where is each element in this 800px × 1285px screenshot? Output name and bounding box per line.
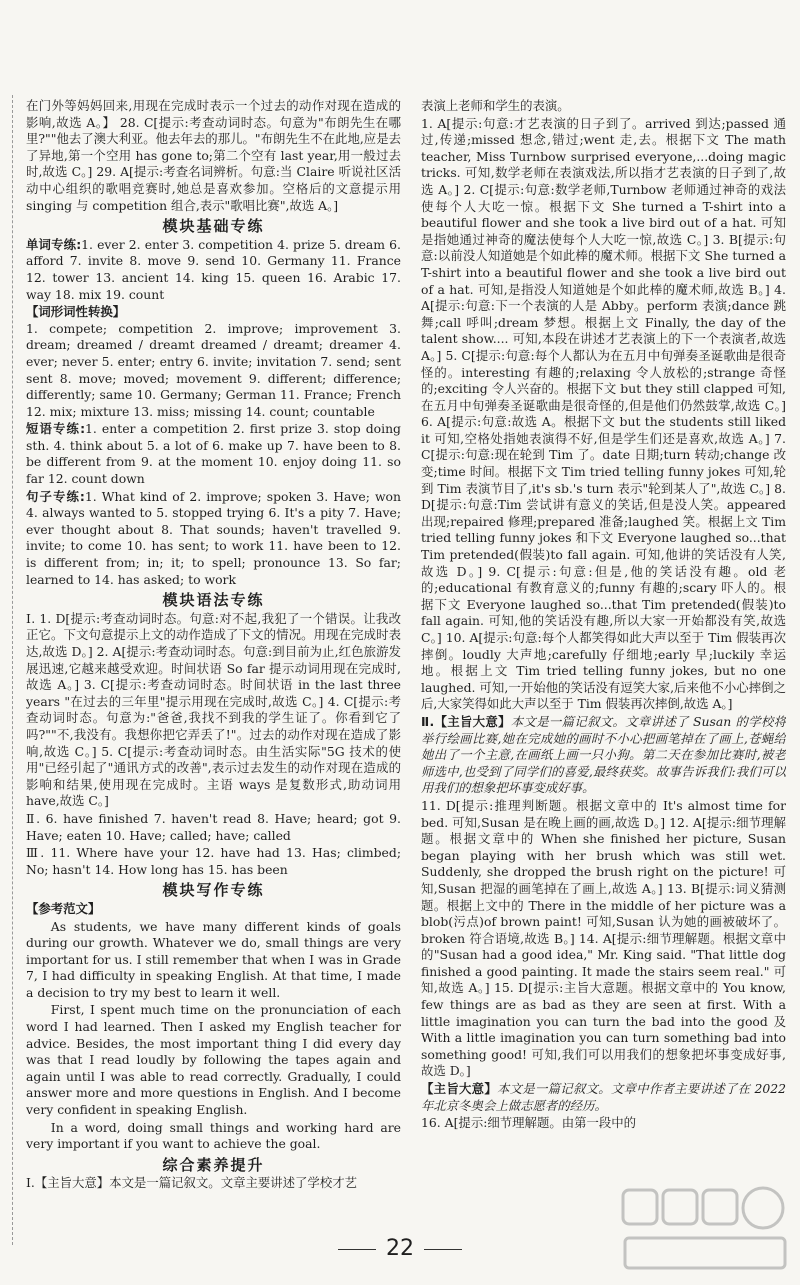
binding-margin (0, 95, 13, 1245)
left-column (26, 98, 401, 1228)
phrase-label: 短语专练: (26, 421, 86, 437)
grammar-part-1: Ⅰ. 1. D[提示:考查动词时态。句意:对不起,我犯了一个错误。让我改正它。下文句意提示上文的动作造成了下文的情况。用现在完成时表达,故选 D。] 2. A[提示:考查动词时态。句意:到目前为止,红色旅游发展迅速,它越来越受欢迎。时间状语 So far 提示动词用现在完成时,故选 A。] 3. C[提示:考查动词时态。时间状语 in the last three years "在过去的三年里"提示用现在完成时,故选 C。] 4. C[提示:考查动词时态。句意为:"爸爸,我找不到我的学生证了。你看到它了吗?""不,我没有。我想你把它弄丢了!"。过去的动作对现在造成了影响,故选 C。] 5. C[提示:考查动词时态。由生活实际"5G 技术的使用"已经引起了"通讯方式的改善",表示过去发生的动作对现在造成的影响和结果,使用现在完成时。主语 ways 是复数形式,助动词用 have,故选 C。] (26, 610, 401, 809)
reading-part-1-answers: 1. A[提示:句意:才艺表演的日子到了。arrived 到达;passed 通过,传递;missed 想念,错过;went 走,去。根据下文 The math teacher, Miss Turnbow surprised everyone,...doing magic tricks. 可知,数学老师在表演戏法,所以指才艺表演的日子到了,故选 A。] 2. C[提示:句意:数学老师,Turnbow 老师通过神奇的戏法使每个人大吃一惊。根据下文 She turned a T-shirt into a beautiful flower and she took a live bird out of a hat. 可知是指她通过神奇的魔法使每个人大吃一惊,故选 C。] 3. B[提示:句意:以前没人知道她是个如此棒的魔术师。根据下文 She turned a T-shirt into a beautiful flower and she took a live bird out of a hat. 可知,是指没人知道她是个如此棒的魔术师,故选 B。] 4. A[提示:句意:下一个表演的人是 Abby。perform 表演;dance 跳舞;call 呼叫;dream 梦想。根据上文 Finally, the day of the talent show.... 可知,本段在讲述才艺表演上的下一个表演者,故选 A。] 5. C[提示:句意:每个人都认为在五月中旬弹奏圣诞歌曲是很奇怪的。interesting 有趣的;relaxing 令人放松的;strange 奇怪的;exciting 令人兴奋的。根据下文 but they still clapped 可知,在五月中旬弹奏圣诞歌曲是很奇怪的,但是他们仍然鼓掌,故选 C。] 6. A[提示:句意:故选 A。根据下文 but the students still liked it 可知,空格处指她表演得不好,但是学生们还是喜欢,故选 A。] 7. C[提示:句意:现在轮到 Tim 了。date 日期;turn 转动;change 改变;time 时间。根据下文 Tim tried telling funny jokes 可知,轮到 Tim 表演节目了,it's sb.'s turn 表示"轮到某人了",故选 C。] 8. D[提示:句意:Tim 尝试讲有意义的笑话,但是没人笑。appeared 出现;repaired 修理;prepared 准备;laughed 笑。根据上文 Tim tried telling funny jokes 和下文 Everyone laughed so...that Tim pretended(假装)to fall again. 可知,他讲的笑话没有人笑,故选 D。] 9. C[提示:句意:但是,他的笑话没有趣。old 老的;educational 有教育意义的;funny 有趣的;scary 吓人的。根据下文 Everyone laughed so...that Tim pretended(假装)to fall again. 可知,他的笑话没有趣,所以大家一开始都没有笑,故选 C。] 10. A[提示:句意:每个人都笑得如此大声以至于 Tim 假装再次摔倒。loudly 大声地;carefully 仔细地;early 早;luckily 幸运地。根据上文 Tim tried telling funny jokes, but no one laughed. 可知,一开始他的笑话没有逗笑大家,后来他不小心摔倒之后,大家笑得如此大声以至于 Tim 假装再次摔倒,故选 A。] (421, 115, 786, 712)
wordform-answers: 1. compete; competition 2. improve; improvement 3. dream; dreamed / dreamt dreamed / dreamt; dreamer 4. ever; never 5. enter; entry 6. invite; invitation 7. send; sent sent 8. move; moved; movement 9. different; difference; differently; same 10. Germany; German 11. France; French 12. mix; mixture 13. miss; missing 14. count; countable (26, 320, 401, 419)
grammar-part-2: Ⅱ. 6. have finished 7. haven't read 8. Have; heard; got 9. Have; eaten 10. Have; called; have; called (26, 810, 401, 843)
watermark-stamp-icon (617, 1182, 792, 1277)
part-2-label: Ⅱ.【主旨大意】 (421, 713, 511, 729)
page-number-rule-right (424, 1249, 462, 1250)
grammar-part-3: Ⅲ. 11. Where have your 12. have had 13. Has; climbed; No; hasn't 14. How long has 15. has been (26, 845, 401, 877)
essay-label: 【参考范文】 (26, 900, 101, 916)
answer-page (26, 98, 786, 1228)
vocab-drill (26, 237, 401, 303)
section-title-comprehensive: 综合素养提升 (162, 1155, 265, 1174)
sample-essay (26, 919, 401, 1153)
phrase-answers: 1. enter a competition 2. first prize 3. stop doing sth. 4. think about 5. a lot of 6. make up 7. have been to 8. be different from 9. at the moment 10. enjoy doing 11. so far 12. count down (26, 421, 401, 487)
essay-paragraph-3: In a word, doing small things and working hard are very important if you want to achieve the goal. (26, 1119, 401, 1152)
part-3-summary: 本文是一篇记叙文。文章中作者主要讲述了在 2022 年北京冬奥会上做志愿者的经历。 (421, 1081, 786, 1113)
left-intro-paragraph: 在门外等妈妈回来,用现在完成时表示一个过去的动作对现在造成的影响,故选 A。】 28. C[提示:考查动词时态。句意为"布朗先生在哪里?""他去了澳大利亚。他去年去的那儿。"布朗先生不在此地,应是去了异地,第一个空用 has gone to;第二个空有 last year,用一般过去时,故选 C。] 29. A[提示:考查名词辨析。句意:当 Claire 听说社区活动中心组织的歌唱竞赛时,她总是喜欢参加。空格后的文意提示用 singing 与 competition 组合,表示"歌唱比赛",故选 A。] (26, 98, 401, 213)
sentence-drill (26, 489, 401, 589)
section-title-writing: 模块写作专练 (162, 881, 265, 900)
reading-part-2 (421, 714, 786, 797)
reading-part-3 (421, 1081, 786, 1114)
sentence-label: 句子专练: (26, 488, 85, 504)
vocab-answers: 1. ever 2. enter 3. competition 4. prize 5. dream 6. afford 7. invite 8. move 9. send 10. Germany 11. France 12. tower 13. ancient 14. king 15. queen 16. Arabic 17. way 18. mix 19. count (26, 236, 401, 302)
part-2-summary: 本文是一篇记叙文。文章讲述了 Susan 的学校将举行绘画比赛,她在完成她的画时不小心把画笔掉在了画上,苍蝇给她出了一个主意,在画纸上画一只小狗。第二天在参加比赛时,被老师选中,也受到了同学们的喜爱,最终获奖。故事告诉我们:我们可以用我们的想象把坏事变成好事。 (421, 713, 786, 796)
wordform-label: 【词形词性转换】 (26, 304, 126, 320)
phrase-drill (26, 421, 401, 487)
left-final-line: Ⅰ.【主旨大意】本文是一篇记叙文。文章主要讲述了学校才艺 (26, 1175, 357, 1191)
page-number-rule-left (338, 1249, 376, 1250)
right-column (421, 98, 786, 1228)
vocab-label: 单词专练: (26, 236, 82, 252)
page-number-text: 22 (386, 1236, 414, 1261)
section-title-basics: 模块基础专练 (162, 217, 265, 236)
section-title-grammar: 模块语法专练 (162, 591, 265, 610)
right-final-line: 16. A[提示:细节理解题。由第一段中的 (421, 1115, 637, 1131)
essay-paragraph-1: As students, we have many different kinds of goals during our growth. Whatever we do, small things are very important for us. I still remember that when I was in Grade 7, I had difficulty in speaking English. At that time, I made a decision to try my best to learn it well. (26, 918, 401, 1000)
part-3-label: 【主旨大意】 (421, 1081, 497, 1097)
sentence-answers: 1. What kind of 2. improve; spoken 3. Have; won 4. always wanted to 5. stopped trying 6. It's a pity 7. Have; ever thought about 8. That sounds; haven't travelled 9. invite; to come 10. has sent; to work 11. have been to 12. is different from; in; it; to spell; pronounce 13. So far; learned to 14. has asked; to work (26, 488, 401, 587)
essay-paragraph-2: First, I spent much time on the pronunciation of each word I had learned. Then I asked my English teacher for advice. Besides, the most important thing I did every day was that I read loudly by following the tapes again and again until I was able to read correctly. Gradually, I could answer more and more questions in English. And I become very confident in speaking English. (26, 1002, 401, 1118)
wordform-drill (26, 304, 401, 420)
reading-part-2-answers: 11. D[提示:推理判断题。根据文章中的 It's almost time for bed. 可知,Susan 是在晚上画的画,故选 D。] 12. A[提示:细节理解题。根据文章中的 When she finished her picture, Susan began playing with her brush which was still wet. Suddenly, she dropped the brush right on the picture! 可知,Susan 把湿的画笔掉在了画上,故选 A。] 13. B[提示:词义猜测题。根据上文中的 There in the middle of her picture was a blob(污点)of brown paint! 可知,Susan 认为她的画被破坏了。broken 符合语境,故选 B。] 14. A[提示:细节理解题。根据文章中的"Susan had a good idea," Mr. King said. "That little dog finished a good painting. It made the stairs seem real." 可知,故选 A。] 15. D[提示:主旨大意题。根据文章中的 You know, few things are as bad as they are seen at first. With a little imagination you can turn the bad into the good 及 With a little imagination you can turn something bad into something good! 可知,我们可以用我们的想象把坏事变成好事,故选 D。] (421, 797, 786, 1079)
right-intro: 表演上老师和学生的表演。 (421, 98, 570, 113)
